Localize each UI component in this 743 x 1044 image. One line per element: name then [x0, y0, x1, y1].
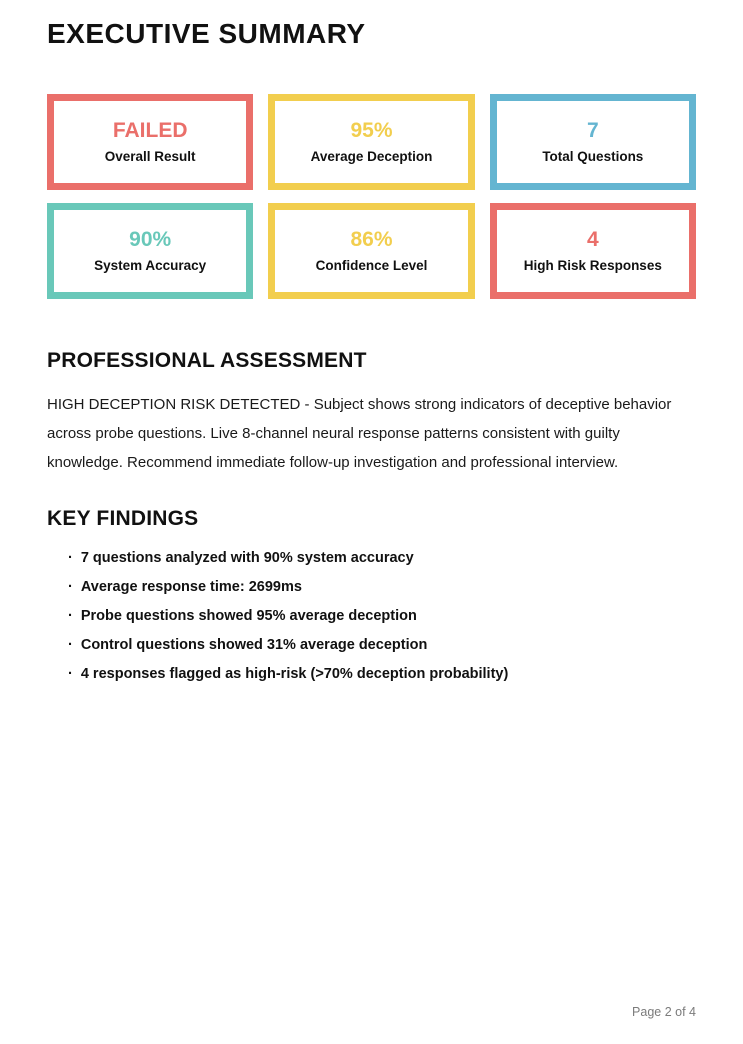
stat-card-average-deception [268, 94, 474, 190]
finding-text: 7 questions analyzed with 90% system accuracy [80, 550, 414, 566]
key-findings-list [47, 550, 696, 683]
bullet-icon: · [68, 550, 73, 566]
stat-value: 7 [586, 119, 599, 143]
stat-card-high-risk-responses [490, 203, 696, 299]
finding-item [68, 666, 696, 683]
finding-item [68, 608, 696, 625]
stat-value: 4 [586, 228, 599, 252]
stat-label: Average Deception [310, 149, 433, 165]
stat-label: High Risk Responses [523, 258, 662, 274]
stat-label: Overall Result [104, 149, 196, 165]
stat-value: 95% [350, 119, 393, 143]
stat-label: Total Questions [542, 149, 644, 165]
page-number: Page 2 of 4 [632, 1005, 696, 1019]
stat-card-total-questions [490, 94, 696, 190]
stat-card-system-accuracy [47, 203, 253, 299]
stat-label: System Accuracy [94, 258, 207, 274]
stats-grid [47, 94, 696, 299]
finding-text: Control questions showed 31% average deception [80, 637, 428, 653]
page-title: EXECUTIVE SUMMARY [47, 18, 366, 49]
finding-item [68, 637, 696, 654]
key-findings-section [47, 507, 696, 683]
finding-text: Average response time: 2699ms [80, 579, 302, 595]
finding-item [68, 550, 696, 567]
stat-card-confidence-level [268, 203, 474, 299]
stat-value: FAILED [112, 119, 188, 143]
finding-item [68, 579, 696, 596]
key-findings-heading: KEY FINDINGS [47, 507, 199, 530]
stat-value: 86% [350, 228, 393, 252]
bullet-icon: · [68, 666, 73, 682]
bullet-icon: · [68, 637, 73, 653]
stat-card-overall-result [47, 94, 253, 190]
stat-value: 90% [129, 228, 172, 252]
bullet-icon: · [68, 608, 73, 624]
assessment-body: HIGH DECEPTION RISK DETECTED - Subject shows strong indicators of deceptive behavior across probe questions. Live 8-channel neural response patterns consistent with guilty knowledge. Recommend immediate follow-up investigation and professional interview. [47, 396, 672, 471]
professional-assessment-section [47, 349, 696, 477]
stat-label: Confidence Level [315, 258, 428, 274]
assessment-heading: PROFESSIONAL ASSESSMENT [47, 349, 367, 372]
bullet-icon: · [68, 579, 73, 595]
finding-text: 4 responses flagged as high-risk (>70% deception probability) [80, 666, 509, 682]
finding-text: Probe questions showed 95% average deception [80, 608, 417, 624]
